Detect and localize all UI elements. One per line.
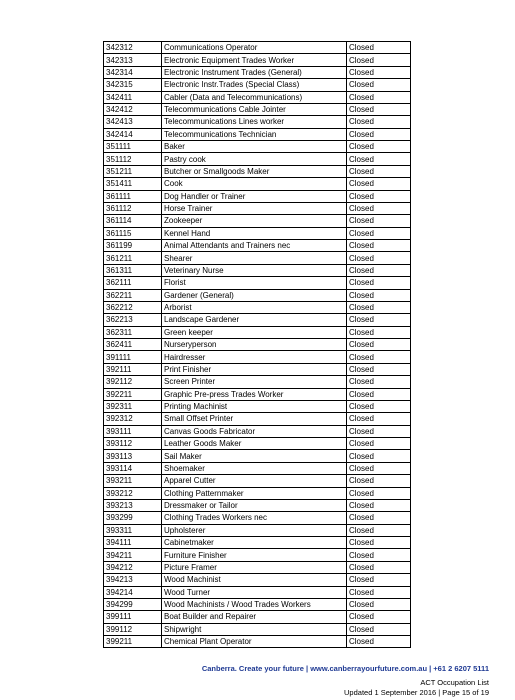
occupation-code-cell: 392112 <box>104 376 162 388</box>
occupation-rows <box>104 42 411 648</box>
occupation-code-cell: 393112 <box>104 438 162 450</box>
occupation-status-cell: Closed <box>347 537 411 549</box>
occupation-status-cell: Closed <box>347 339 411 351</box>
table-row <box>104 91 411 103</box>
occupation-status-cell: Closed <box>347 376 411 388</box>
occupation-status-cell: Closed <box>347 42 411 54</box>
occupation-code-cell: 393213 <box>104 499 162 511</box>
occupation-status-cell: Closed <box>347 450 411 462</box>
occupation-code-cell: 399112 <box>104 623 162 635</box>
occupation-name-cell: Print Finisher <box>162 363 347 375</box>
occupation-code-cell: 342314 <box>104 66 162 78</box>
occupation-name-cell: Graphic Pre-press Trades Worker <box>162 388 347 400</box>
occupation-name-cell: Upholsterer <box>162 524 347 536</box>
occupation-status-cell: Closed <box>347 512 411 524</box>
occupation-status-cell: Closed <box>347 314 411 326</box>
occupation-name-cell: Small Offset Printer <box>162 413 347 425</box>
occupation-code-cell: 399111 <box>104 611 162 623</box>
occupation-name-cell: Sail Maker <box>162 450 347 462</box>
occupation-code-cell: 351112 <box>104 153 162 165</box>
occupation-name-cell: Communications Operator <box>162 42 347 54</box>
occupation-name-cell: Telecommunications Cable Jointer <box>162 103 347 115</box>
occupation-code-cell: 393211 <box>104 475 162 487</box>
table-row <box>104 153 411 165</box>
occupation-status-cell: Closed <box>347 252 411 264</box>
occupation-code-cell: 361199 <box>104 240 162 252</box>
table-row <box>104 438 411 450</box>
occupation-code-cell: 393299 <box>104 512 162 524</box>
occupation-code-cell: 394111 <box>104 537 162 549</box>
occupation-status-cell: Closed <box>347 351 411 363</box>
table-row <box>104 549 411 561</box>
occupation-code-cell: 392311 <box>104 400 162 412</box>
table-row <box>104 66 411 78</box>
occupation-status-cell: Closed <box>347 190 411 202</box>
occupation-name-cell: Cabler (Data and Telecommunications) <box>162 91 347 103</box>
table-row <box>104 475 411 487</box>
table-row <box>104 499 411 511</box>
occupation-code-cell: 362111 <box>104 277 162 289</box>
occupation-code-cell: 394299 <box>104 598 162 610</box>
occupation-name-cell: Green keeper <box>162 326 347 338</box>
occupation-name-cell: Pastry cook <box>162 153 347 165</box>
occupation-name-cell: Arborist <box>162 301 347 313</box>
occupation-status-cell: Closed <box>347 326 411 338</box>
occupation-status-cell: Closed <box>347 54 411 66</box>
table-row <box>104 326 411 338</box>
occupation-code-cell: 361115 <box>104 227 162 239</box>
table-row <box>104 240 411 252</box>
occupation-name-cell: Boat Builder and Repairer <box>162 611 347 623</box>
occupation-code-cell: 342313 <box>104 54 162 66</box>
occupation-name-cell: Animal Attendants and Trainers nec <box>162 240 347 252</box>
occupation-status-cell: Closed <box>347 413 411 425</box>
table-row <box>104 54 411 66</box>
occupation-code-cell: 342414 <box>104 128 162 140</box>
occupation-name-cell: Cook <box>162 178 347 190</box>
footer-contact-line: Canberra. Create your future | www.canberrayourfuture.com.au | +61 2 6207 5111 <box>201 664 489 673</box>
occupation-code-cell: 351211 <box>104 165 162 177</box>
occupation-status-cell: Closed <box>347 301 411 313</box>
occupation-code-cell: 361112 <box>104 202 162 214</box>
occupation-code-cell: 362311 <box>104 326 162 338</box>
occupation-status-cell: Closed <box>347 499 411 511</box>
occupation-code-cell: 393113 <box>104 450 162 462</box>
occupation-name-cell: Chemical Plant Operator <box>162 636 347 648</box>
occupation-name-cell: Canvas Goods Fabricator <box>162 425 347 437</box>
occupation-name-cell: Electronic Instrument Trades (General) <box>162 66 347 78</box>
occupation-status-cell: Closed <box>347 289 411 301</box>
table-row <box>104 252 411 264</box>
table-row <box>104 462 411 474</box>
table-row <box>104 190 411 202</box>
occupation-status-cell: Closed <box>347 178 411 190</box>
occupation-name-cell: Wood Machinists / Wood Trades Workers <box>162 598 347 610</box>
occupation-name-cell: Apparel Cutter <box>162 475 347 487</box>
occupation-code-cell: 351411 <box>104 178 162 190</box>
occupation-code-cell: 393111 <box>104 425 162 437</box>
table-row <box>104 351 411 363</box>
table-row <box>104 363 411 375</box>
occupation-code-cell: 351111 <box>104 141 162 153</box>
occupation-status-cell: Closed <box>347 165 411 177</box>
table-row <box>104 215 411 227</box>
occupation-name-cell: Wood Turner <box>162 586 347 598</box>
occupation-name-cell: Landscape Gardener <box>162 314 347 326</box>
table-row <box>104 574 411 586</box>
table-row <box>104 425 411 437</box>
occupation-name-cell: Electronic Instr.Trades (Special Class) <box>162 79 347 91</box>
occupation-status-cell: Closed <box>347 91 411 103</box>
table-row <box>104 42 411 54</box>
occupation-status-cell: Closed <box>347 277 411 289</box>
occupation-name-cell: Kennel Hand <box>162 227 347 239</box>
occupation-name-cell: Dog Handler or Trainer <box>162 190 347 202</box>
occupation-status-cell: Closed <box>347 79 411 91</box>
table-row <box>104 611 411 623</box>
occupation-code-cell: 393311 <box>104 524 162 536</box>
occupation-code-cell: 362213 <box>104 314 162 326</box>
table-row <box>104 103 411 115</box>
occupation-status-cell: Closed <box>347 549 411 561</box>
table-row <box>104 79 411 91</box>
occupation-code-cell: 392312 <box>104 413 162 425</box>
occupation-status-cell: Closed <box>347 240 411 252</box>
occupation-name-cell: Hairdresser <box>162 351 347 363</box>
table-row <box>104 227 411 239</box>
occupation-code-cell: 361311 <box>104 264 162 276</box>
occupation-name-cell: Clothing Patternmaker <box>162 487 347 499</box>
table-row <box>104 413 411 425</box>
occupation-name-cell: Florist <box>162 277 347 289</box>
occupation-status-cell: Closed <box>347 202 411 214</box>
occupation-name-cell: Furniture Finisher <box>162 549 347 561</box>
occupation-name-cell: Dressmaker or Tailor <box>162 499 347 511</box>
occupation-status-cell: Closed <box>347 264 411 276</box>
occupation-name-cell: Shoemaker <box>162 462 347 474</box>
occupation-status-cell: Closed <box>347 586 411 598</box>
occupation-status-cell: Closed <box>347 462 411 474</box>
occupation-status-cell: Closed <box>347 487 411 499</box>
occupation-name-cell: Cabinetmaker <box>162 537 347 549</box>
occupation-name-cell: Clothing Trades Workers nec <box>162 512 347 524</box>
occupation-code-cell: 394211 <box>104 549 162 561</box>
occupation-code-cell: 361111 <box>104 190 162 202</box>
occupation-code-cell: 362411 <box>104 339 162 351</box>
occupation-name-cell: Butcher or Smallgoods Maker <box>162 165 347 177</box>
occupation-name-cell: Telecommunications Lines worker <box>162 116 347 128</box>
occupation-name-cell: Veterinary Nurse <box>162 264 347 276</box>
occupation-code-cell: 342312 <box>104 42 162 54</box>
occupation-status-cell: Closed <box>347 611 411 623</box>
occupation-code-cell: 392111 <box>104 363 162 375</box>
occupation-name-cell: Baker <box>162 141 347 153</box>
occupation-code-cell: 393212 <box>104 487 162 499</box>
table-row <box>104 524 411 536</box>
table-row <box>104 128 411 140</box>
occupation-code-cell: 394213 <box>104 574 162 586</box>
table-row <box>104 178 411 190</box>
occupation-status-cell: Closed <box>347 400 411 412</box>
occupation-name-cell: Shearer <box>162 252 347 264</box>
table-row <box>104 264 411 276</box>
occupation-status-cell: Closed <box>347 388 411 400</box>
occupation-status-cell: Closed <box>347 524 411 536</box>
occupation-status-cell: Closed <box>347 141 411 153</box>
occupation-status-cell: Closed <box>347 153 411 165</box>
occupation-status-cell: Closed <box>347 574 411 586</box>
occupation-status-cell: Closed <box>347 227 411 239</box>
occupation-status-cell: Closed <box>347 215 411 227</box>
occupation-status-cell: Closed <box>347 623 411 635</box>
occupation-status-cell: Closed <box>347 128 411 140</box>
occupation-status-cell: Closed <box>347 561 411 573</box>
occupation-code-cell: 342412 <box>104 103 162 115</box>
occupation-name-cell: Shipwright <box>162 623 347 635</box>
occupation-name-cell: Telecommunications Technician <box>162 128 347 140</box>
occupation-code-cell: 394214 <box>104 586 162 598</box>
table-row <box>104 598 411 610</box>
occupation-code-cell: 362211 <box>104 289 162 301</box>
occupation-status-cell: Closed <box>347 116 411 128</box>
table-row <box>104 512 411 524</box>
occupation-name-cell: Wood Machinist <box>162 574 347 586</box>
occupation-code-cell: 393114 <box>104 462 162 474</box>
occupation-name-cell: Nurseryperson <box>162 339 347 351</box>
footer-document-title: ACT Occupation List <box>420 678 489 687</box>
occupation-table <box>103 41 411 648</box>
footer-updated-page: Updated 1 September 2016 | Page 15 of 19 <box>344 688 489 697</box>
occupation-status-cell: Closed <box>347 598 411 610</box>
occupation-status-cell: Closed <box>347 103 411 115</box>
table-row <box>104 487 411 499</box>
occupation-status-cell: Closed <box>347 425 411 437</box>
table-row <box>104 301 411 313</box>
occupation-status-cell: Closed <box>347 475 411 487</box>
table-row <box>104 277 411 289</box>
table-row <box>104 314 411 326</box>
occupation-code-cell: 391111 <box>104 351 162 363</box>
table-row <box>104 339 411 351</box>
table-row <box>104 586 411 598</box>
table-row <box>104 202 411 214</box>
occupation-name-cell: Zookeeper <box>162 215 347 227</box>
table-row <box>104 165 411 177</box>
table-row <box>104 400 411 412</box>
table-row <box>104 141 411 153</box>
occupation-status-cell: Closed <box>347 438 411 450</box>
occupation-name-cell: Picture Framer <box>162 561 347 573</box>
occupation-status-cell: Closed <box>347 363 411 375</box>
occupation-code-cell: 361211 <box>104 252 162 264</box>
table-row <box>104 450 411 462</box>
occupation-name-cell: Horse Trainer <box>162 202 347 214</box>
occupation-name-cell: Printing Machinist <box>162 400 347 412</box>
occupation-name-cell: Screen Printer <box>162 376 347 388</box>
occupation-name-cell: Electronic Equipment Trades Worker <box>162 54 347 66</box>
occupation-code-cell: 399211 <box>104 636 162 648</box>
table-row <box>104 116 411 128</box>
occupation-name-cell: Leather Goods Maker <box>162 438 347 450</box>
occupation-code-cell: 342411 <box>104 91 162 103</box>
occupation-status-cell: Closed <box>347 66 411 78</box>
table-row <box>104 376 411 388</box>
occupation-code-cell: 361114 <box>104 215 162 227</box>
occupation-code-cell: 392211 <box>104 388 162 400</box>
occupation-name-cell: Gardener (General) <box>162 289 347 301</box>
occupation-code-cell: 342413 <box>104 116 162 128</box>
table-row <box>104 388 411 400</box>
occupation-status-cell: Closed <box>347 636 411 648</box>
occupation-code-cell: 394212 <box>104 561 162 573</box>
table-row <box>104 623 411 635</box>
occupation-code-cell: 362212 <box>104 301 162 313</box>
occupation-code-cell: 342315 <box>104 79 162 91</box>
table-row <box>104 561 411 573</box>
table-row <box>104 289 411 301</box>
table-row <box>104 537 411 549</box>
table-row <box>104 636 411 648</box>
